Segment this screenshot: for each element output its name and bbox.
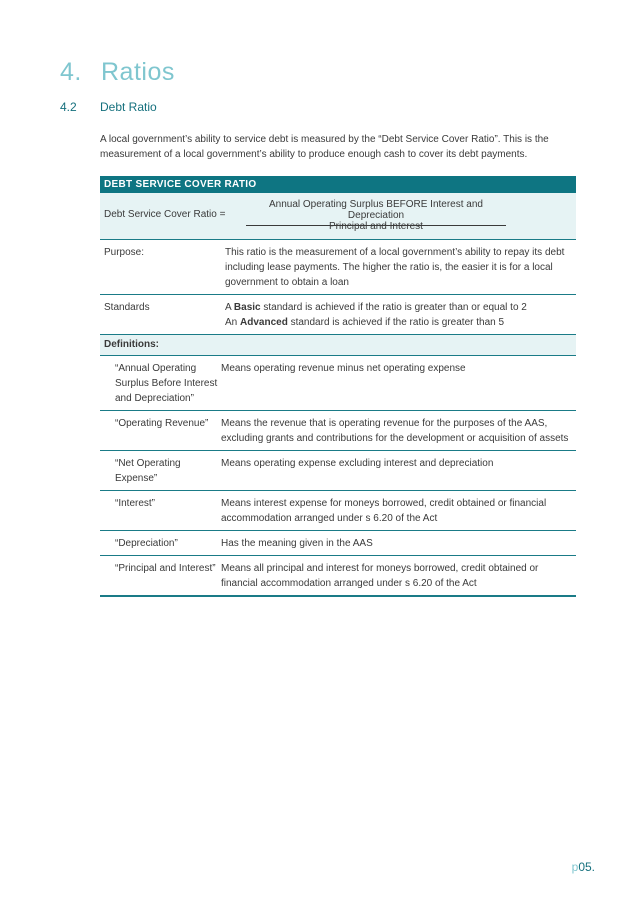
basic-post: standard is achieved if the ratio is greater than or equal to 2 [260, 302, 527, 313]
definition-row [100, 356, 576, 411]
standards-label: Standards [104, 302, 150, 313]
formula-numerator: Annual Operating Surplus BEFORE Interest and Depreciation [246, 199, 506, 226]
page-number [572, 860, 595, 874]
definition-term: “Annual Operating Surplus Before Interest and Depreciation” [115, 363, 218, 404]
basic-standard [225, 300, 572, 315]
section-title: Ratios [101, 58, 175, 86]
definition-row [100, 451, 576, 491]
page-prefix: p [571, 860, 579, 874]
debt-ratio-table [100, 176, 576, 597]
definition-meaning: Means operating expense excluding interest and depreciation [221, 458, 494, 469]
formula-row [100, 193, 576, 240]
definition-row [100, 556, 576, 595]
subsection-number: 4.2 [60, 100, 77, 114]
definition-row [100, 491, 576, 531]
definition-row [100, 411, 576, 451]
standards-row [100, 295, 576, 335]
purpose-label: Purpose: [104, 247, 145, 258]
purpose-text: This ratio is the measurement of a local government’s ability to repay its debt including lease payments. The higher the ratio is, the easier it is for a local government to obtain a loan [225, 247, 565, 288]
basic-pre: A [225, 302, 234, 313]
page-number-value: 05. [578, 860, 595, 874]
definition-term: “Depreciation” [115, 538, 178, 549]
advanced-pre: An [225, 317, 241, 328]
definition-term: “Net Operating Expense” [115, 458, 181, 484]
formula-label: Debt Service Cover Ratio = [104, 209, 226, 220]
standards-text [225, 295, 576, 334]
definition-meaning: Means interest expense for moneys borrowed, credit obtained or financial accommodation arranged under s 6.20 of the Act [221, 498, 547, 524]
definition-meaning: Means the revenue that is operating revenue for the purposes of the AAS, excluding grants and contributions for the development or acquisition of assets [221, 418, 569, 444]
advanced-label: Advanced [240, 317, 288, 328]
subsection-title: Debt Ratio [100, 100, 157, 114]
definition-meaning: Means operating revenue minus net operating expense [221, 363, 466, 374]
intro-paragraph: A local government’s ability to service debt is measured by the “Debt Service Cover Ratio”. This is the measurement of a local government’s ability to produce enough cash to cover its debt payments. [100, 134, 549, 160]
section-heading [60, 58, 175, 87]
definition-term: “Operating Revenue” [115, 418, 209, 429]
formula-denominator: Principal and Interest [329, 221, 423, 232]
purpose-row [100, 240, 576, 295]
subsection-heading [60, 100, 157, 114]
definitions-heading: Definitions: [100, 335, 576, 356]
definition-meaning: Has the meaning given in the AAS [221, 538, 373, 549]
definition-row [100, 531, 576, 556]
advanced-standard [225, 315, 572, 330]
basic-label: Basic [233, 302, 261, 313]
definition-meaning: Means all principal and interest for moneys borrowed, credit obtained or financial accommodation arranged under s 6.20 of the Act [221, 563, 539, 589]
section-number: 4. [60, 58, 82, 86]
definition-term: “Principal and Interest” [115, 563, 216, 574]
advanced-post: standard is achieved if the ratio is greater than 5 [287, 317, 505, 328]
definition-term: “Interest” [115, 498, 156, 509]
table-header: DEBT SERVICE COVER RATIO [100, 176, 576, 193]
